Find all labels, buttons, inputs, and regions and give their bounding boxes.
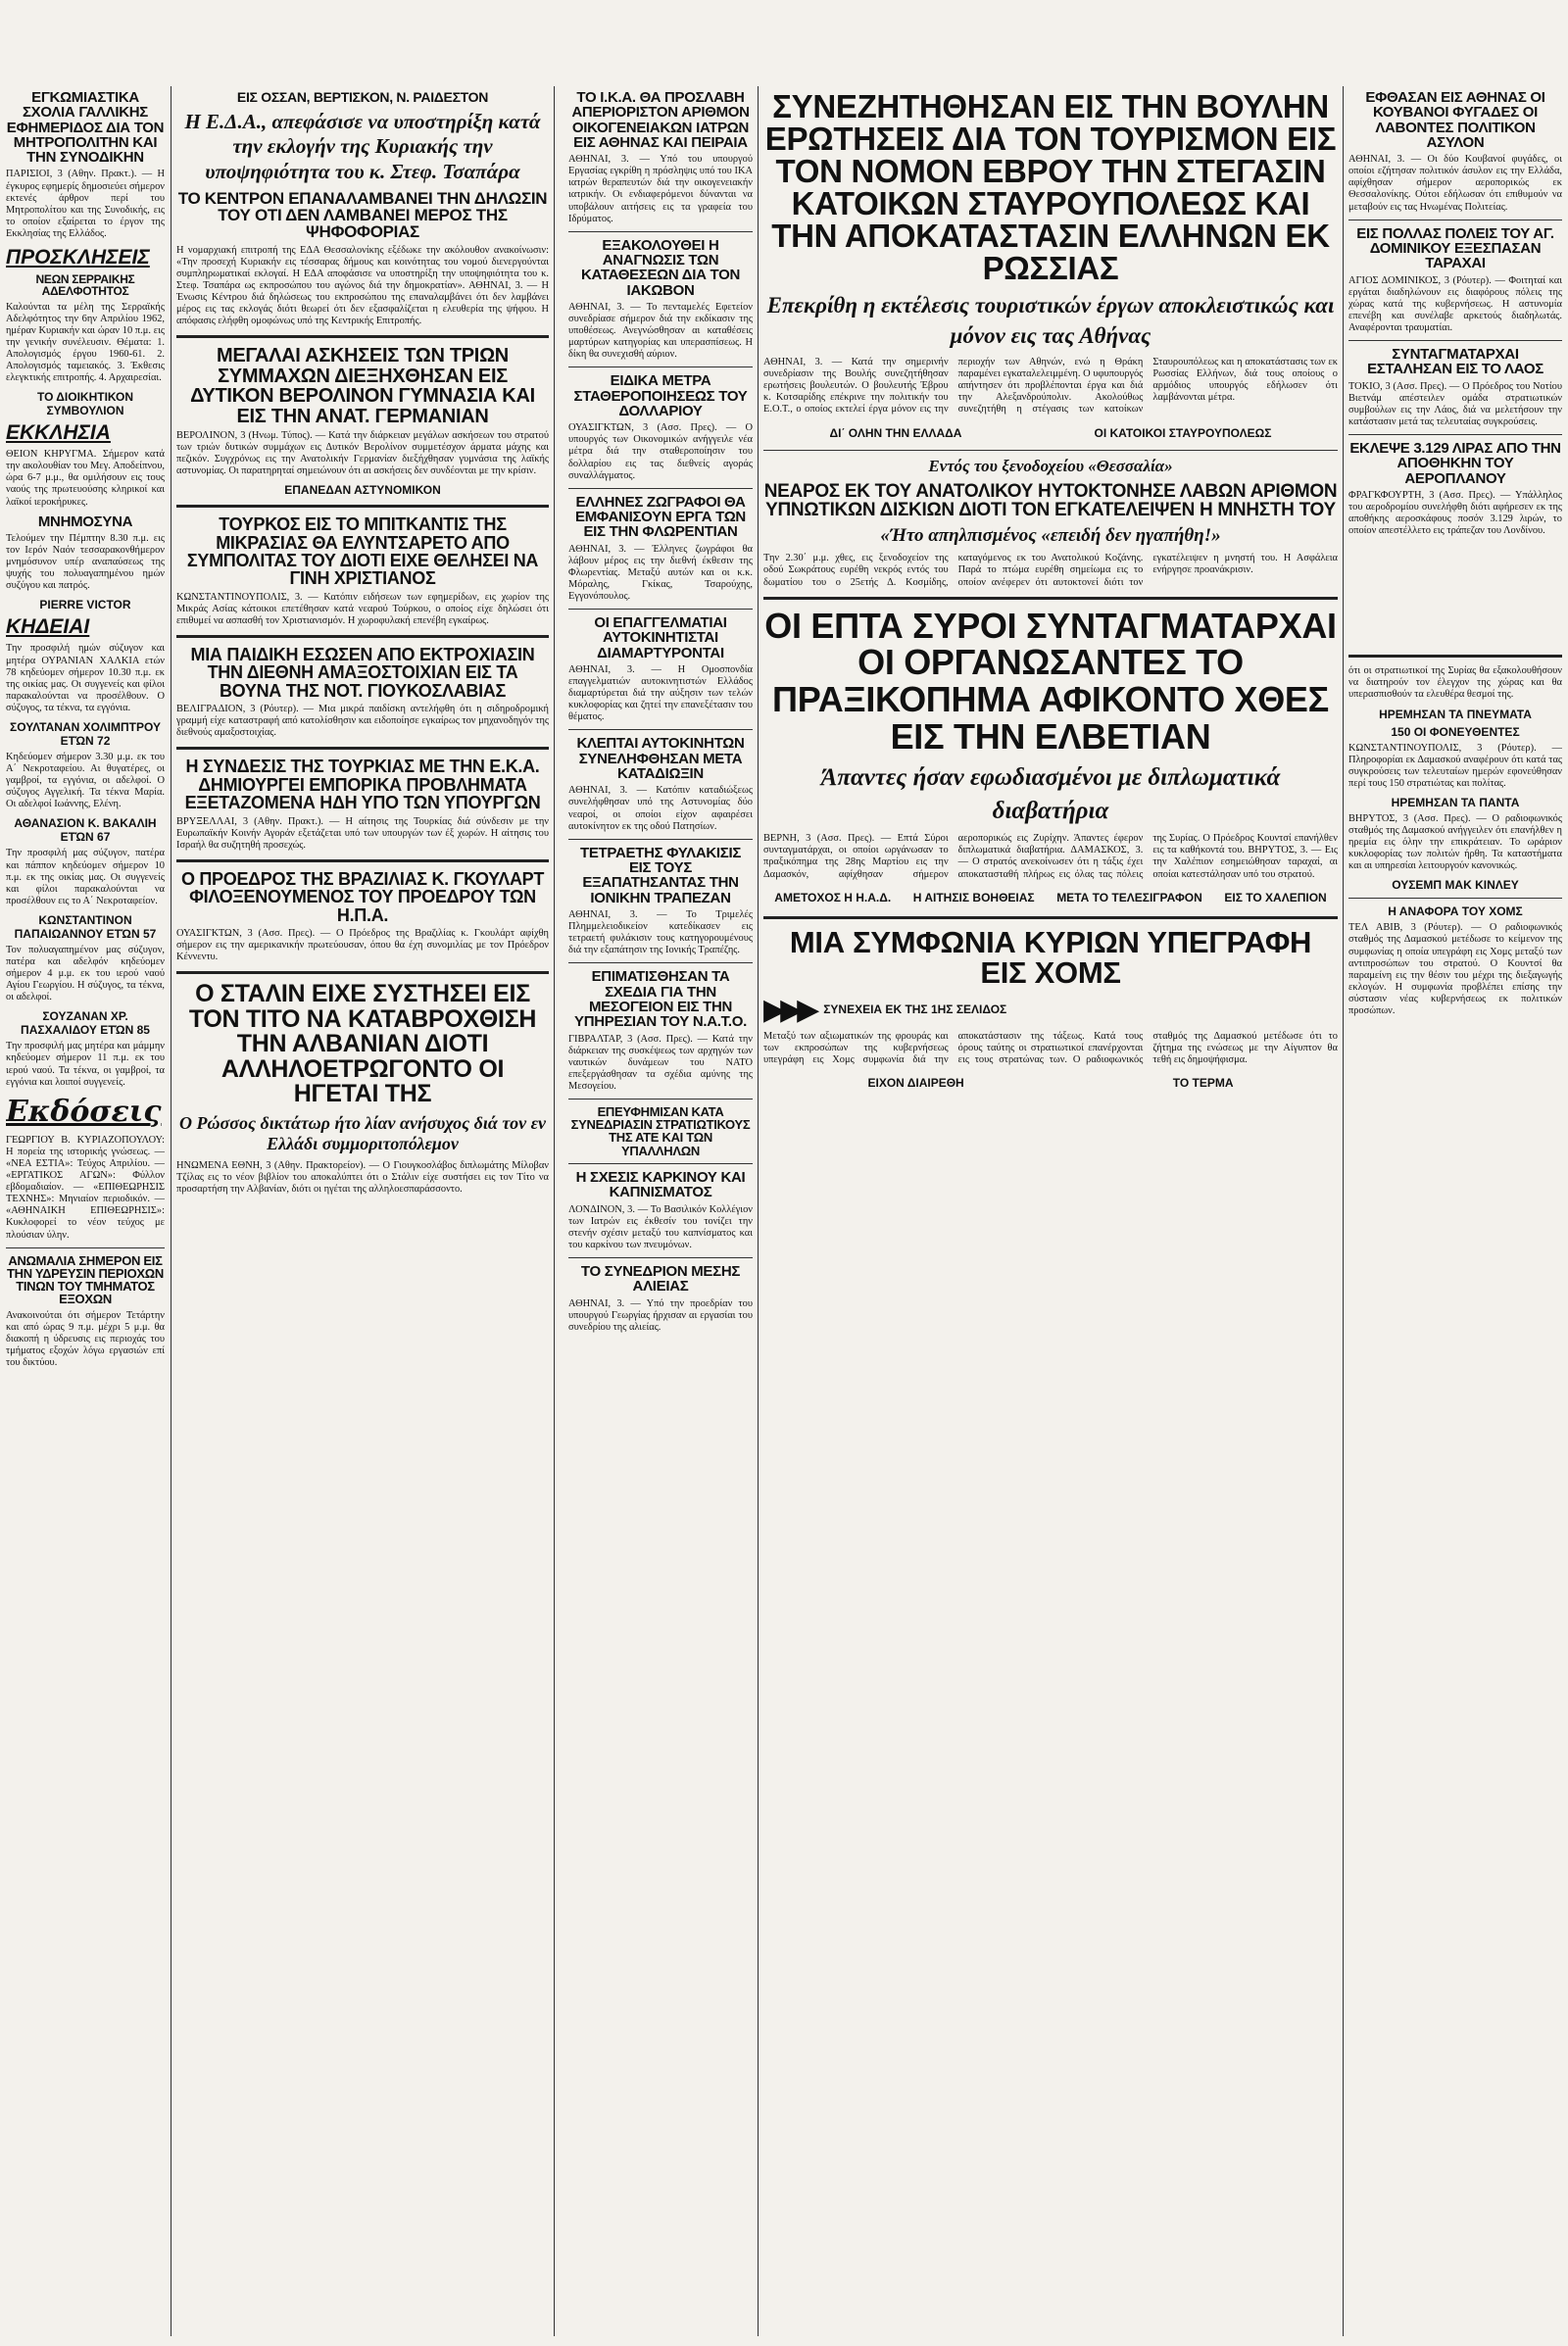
article-text: ΑΘΗΝΑΙ, 3. — Κατόπιν καταδιώξεως συνελήφθησαν υπό της Αστυνομίας δύο νεαροί, οι οποίοι είχον αφαιρέσει αυτοκίνητον εκ της οδού Πατησίων. [568, 785, 753, 832]
article-text: ΑΘΗΝΑΙ, 3. — Το Τριμελές Πλημμελειοδικείον κατεδίκασεν εις τετραετή φυλάκισιν τους κατηγορουμένους διά την εξαπάτησιν της Ιονικής Τραπέζης. [568, 908, 753, 956]
signature: ΟΥΣΕΜΠ ΜΑΚ ΚΙΝΛΕΥ [1392, 878, 1519, 893]
divider [1348, 434, 1562, 435]
article-text: ΓΕΩΡΓΙΟΥ Β. ΚΥΡΙΑΖΟΠΟΥΛΟΥ: Η πορεία της ιστορικής γνώσεως. — «ΝΕΑ ΕΣΤΙΑ»: Τεύχος Απριλίου. — «ΕΡΓΑΤΙΚΟΣ ΑΓΩΝ»: Φύλλον εβδομαδιαίον. — «ΕΠΙΘΕΩΡΗΣΙΣ ΤΕΧΝΗΣ»: Μηνιαίον περιοδικόν. — «ΑΘΗΝΑΙΚΗ ΕΠΙΘΕΩΡΗΣΙΣ»: Κυκλοφορεί το νέον τεύχος με πλούσιαν ύλην. [6, 1134, 165, 1241]
article-text: ότι οι στρατιωτικοί της Συρίας θα εξακολουθήσουν να διατηρούν τον έλεγχον της χώρας και θα υπερασπισθούν τα ελευθέρα θεσμοί της. [1348, 665, 1562, 701]
signature: ΤΟ ΔΙΟΙΚΗΤΙΚΟΝ ΣΥΜΒΟΥΛΙΟΝ [36, 390, 134, 418]
divider [763, 597, 1338, 600]
divider [763, 916, 1338, 919]
article-text: ΒΕΛΙΓΡΑΔΙΟΝ, 3 (Ρόυτερ). — Μια μικρά παιδίσκη αντελήφθη ότι η σιδηροδρομική γραμμή είχε καταστραφή από κατολίσθησιν και ειδοποίησε εγκαίρως τον μηχανοδηγόν της διεθνούς αμαξοστοιχίας. [176, 704, 549, 739]
subheading: ΟΙ ΚΑΤΟΙΚΟΙ ΣΤΑΥΡΟΥΠΟΛΕΩΣ [1094, 425, 1272, 440]
divider [568, 609, 753, 610]
divider [568, 231, 753, 232]
article-text: ΗΝΩΜΕΝΑ ΕΘΝΗ, 3 (Αθην. Πρακτορείον). — Ο Γιουγκοσλάβος διπλωμάτης Μίλοβαν Τζίλας εις το νέον βιβλίον του αποκαλύπτει ότι ο Στάλιν είχε συστήσει εις τον Τίτο να προσαρτήση την Αλβανίαν, διότι οι ηγέται της αλληλοεσπαράσσοντο. [176, 1159, 549, 1195]
subheadline: Ο Ρώσσος δικτάτωρ ήτο λίαν ανήσυχος διά τον εν Ελλάδι συμμοριτοπόλεμον [179, 1112, 546, 1153]
subheading: Η ΑΙΤΗΣΙΣ ΒΟΗΘΕΙΑΣ [912, 890, 1035, 904]
column-rule [758, 86, 759, 2336]
article-text: ΟΥΑΣΙΓΚΤΩΝ, 3 (Ασσ. Πρες). — Ο υπουργός των Οικονομικών ανήγγειλε νέα μέτρα διά την σταθεροποίησιν του δολλαρίου εις τας διεθνείς αγοράς συναλλάγματος. [568, 422, 753, 481]
divider [176, 335, 549, 338]
article-text: ΦΡΑΓΚΦΟΥΡΤΗ, 3 (Ασσ. Πρες). — Υπάλληλος του αεροδρομίου συνελήφθη διότι αφήρεσεν εκ της αποθήκης αεροσκάφους ποσόν 3.129 λιρών, το οποίον απεστέλλετο εις τράπεζαν του Λονδίνου. [1348, 489, 1562, 537]
headline: ΑΝΩΜΑΛΙΑ ΣΗΜΕΡΟΝ ΕΙΣ ΤΗΝ ΥΔΡΕΥΣΙΝ ΠΕΡΙΟΧΩΝ ΤΙΝΩΝ ΤΟΥ ΤΜΗΜΑΤΟΣ ΕΞΟΧΩΝ [7, 1252, 164, 1307]
article-text: ΑΘΗΝΑΙ, 3. — Το πενταμελές Εφετείον συνεδρίασε σήμερον διά την εκδίκασιν της υποθέσεως. Ανεγνώσθησαν αι καταθέσεις μαρτύρων κατηγορίας και υπερασπίσεως. Η δίκη θα συνεχισθή αύριον. [568, 301, 753, 361]
article-text: ΑΓΙΟΣ ΔΟΜΙΝΙΚΟΣ, 3 (Ρόυτερ). — Φοιτηταί και εργάται διαδηλώνουν εις διαφόρους πόλεις της χώρας κατά της κυβερνήσεως. Η αστυνομία επενέβη και συνέλαβε αρκετούς διαδηλωτάς. Αναφέρονται τραυματίαι. [1348, 274, 1562, 333]
article-text: ΒΕΡΟΛΙΝΟΝ, 3 (Ηνωμ. Τύπος). — Κατά την διάρκειαν μεγάλων ασκήσεων του στρατού των τριών δυτικών συμμάχων εις Δυτικόν Βερολίνον συμμετέσχον άρματα μάχης και πεζικόν. Συγχρόνως εις την Ανατολικήν Γερμανίαν διεξήχθησαν γυμνάσια της λαϊκής αστυνομίας. Οι παρατηρηταί σημειώνουν ότι αι ασκήσεις δεν συνδέονται με την κρίσιν. [176, 430, 549, 477]
article-text: ΑΘΗΝΑΙ, 3. — Κατά την σημερινήν συνεδρίασιν της Βουλής συνεζητήθησαν ερωτήσεις βουλευτών. Ο βουλευτής Έβρου κ. Κοτσαρίδης επέκρινε την πολιτικήν του Ε.Ο.Τ., ο οποίος εκτελεί έργα μόνον εις την περιοχήν των Αθηνών, ενώ η Θράκη παραμένει εγκαταλελειμμένη. Ο υφυπουργός απήντησεν ότι προβλέπονται έργα και διά την Αλεξανδρούπολιν. Ακολούθως συνεζητήθη η στέγασις των κατοίκων Σταυρουπόλεως και η αποκατάστασις των εκ Ρωσσίας Ελλήνων, διά τους οποίους ο αρμόδιος υπουργός εδήλωσεν ότι λαμβάνονται μέτρα. [763, 357, 1338, 415]
name-heading: ΣΟΥΛΤΑΝΑΝ ΧΟΛΙΜΠΤΡΟΥ ΕΤΏΝ 72 [10, 719, 161, 748]
headline: ΕΞΑΚΟΛΟΥΘΕΙ Η ΑΝΑΓΝΩΣΙΣ ΤΩΝ ΚΑΤΑΘΕΣΕΩΝ ΔΙΑ ΤΟΝ ΙΑΚΩΒΟΝ [581, 236, 740, 299]
headline: ΣΥΝΤΑΓΜΑΤΑΡΧΑΙ ΕΣΤΑΛΗΣΑΝ ΕΙΣ ΤΟ ΛΑΟΣ [1367, 346, 1544, 378]
continuation-note: ΣΥΝΕΧΕΙΑ ΕΚ ΤΗΣ 1ΗΣ ΣΕΛΙΔΟΣ [823, 1002, 1007, 1017]
article-text: ΚΩΝΣΤΑΝΤΙΝΟΥΠΟΛΙΣ, 3 (Ρόυτερ). — Πληροφορίαι εκ Δαμασκού αναφέρουν ότι κατά τας συγκρούσεις των τελευταίων ημερών εφονεύθησαν περί τους 150 στρατιώτας και πολίτας. [1348, 742, 1562, 789]
section-heading-funerals: ΚΗΔΕΙΑΙ [6, 615, 90, 639]
section-heading-publications: Εκδόσεις [6, 1094, 162, 1129]
divider [1348, 898, 1562, 899]
divider [568, 1257, 753, 1258]
article-text: ΤΟΚΙΟ, 3 (Ασσ. Πρες). — Ο Πρόεδρος του Νοτίου Βιετνάμ απέστειλεν ομάδα στρατιωτικών συμβούλων εις την Λάος, διά να μελετήσουν την κατάστασιν μετά τας τελευταίας συγκρούσεις. [1348, 380, 1562, 427]
divider [176, 505, 549, 508]
subheading: ΤΟ ΤΕΡΜΑ [1172, 1076, 1234, 1091]
headline: ΕΓΚΩΜΙΑΣΤΙΚΑ ΣΧΟΛΙΑ ΓΑΛΛΙΚΗΣ ΕΦΗΜΕΡΙΔΟΣ ΔΙΑ ΤΟΝ ΜΗΤΡΟΠΟΛΙΤΗΝ ΚΑΙ ΤΗΝ ΣΥΝΟΔΙΚΗΝ [6, 89, 165, 167]
subheadline: Άπαντες ήσαν εφωδιασμένοι με διπλωματικά διαβατήρια [820, 763, 1281, 824]
article-text: ΤΕΛ ΑΒΙΒ, 3 (Ρόυτερ). — Ο ραδιοφωνικός σταθμός της Δαμασκού μετέδωσε το κείμενον της συμφωνίας η οποία υπεγράφη εις Χομς μεταξύ των αντιπροσώπων του στρατού. Ο Κουντσί θα παραμείνη εις την θέσιν του μέχρι της διεξαγωγής εκλογών. Η συμφωνία προβλέπει επίσης την σύστασιν νέας κυβερνήσεως εκ πολιτικών προσώπων. [1348, 922, 1562, 1017]
column-foreign [1348, 86, 1562, 1023]
article-text: ΒΗΡΥΤΟΣ, 3 (Ασσ. Πρες). — Ο ραδιοφωνικός σταθμός της Δαμασκού ανήγγειλεν ότι επανήλθεν η ηρεμία εις όλην την επικράτειαν. Το ωράριον κυκλοφορίας των πολιτών ήρθη. Τα καταστήματα και αι υπηρεσίαι λειτουργούν κανονικώς. [1348, 812, 1562, 872]
main-headline: ΟΙ ΕΠΤΑ ΣΥΡΟΙ ΣΥΝΤΑΓΜΑΤΑΡΧΑΙ ΟΙ ΟΡΓΑΝΩΣΑΝΤΕΣ ΤΟ ΠΡΑΞΙΚΟΠΗΜΑ ΑΦΙΚΟΝΤΟ ΧΘΕΣ ΕΙΣ ΤΗΝ ΕΛΒΕΤΙΑΝ [764, 605, 1337, 757]
name-heading: PIERRE VICTOR [39, 598, 131, 612]
article-text: Ανακοινούται ότι σήμερον Τετάρτην και από ώρας 9 π.μ. μέχρι 5 μ.μ. θα διακοπή η ύδρευσις εις περιοχάς του τμήματος εξοχών λόγω εργασιών επί του δικτύου. [6, 1309, 165, 1368]
headline: ΟΙ ΕΠΑΓΓΕΛΜΑΤΙΑΙ ΑΥΤΟΚΙΝΗΤΙΣΤΑΙ ΔΙΑΜΑΡΤΥΡΟΝΤΑΙ [594, 614, 727, 661]
headline: Η ΣΧΕΣΙΣ ΚΑΡΚΙΝΟΥ ΚΑΙ ΚΑΠΝΙΣΜΑΤΟΣ [575, 1168, 746, 1201]
subheadline: Εντός του ξενοδοχείου «Θεσσαλία» [928, 456, 1173, 475]
column-rule [1343, 86, 1344, 2336]
subheading: ΜΕΤΑ ΤΟ ΤΕΛΕΣΙΓΡΑΦΟΝ [1056, 890, 1202, 904]
headline: ΤΟΥΡΚΟΣ ΕΙΣ ΤΟ ΜΠΙΤΚΑΝΤΙΣ ΤΗΣ ΜΙΚΡΑΣΙΑΣ ΘΑ ΕΛΥΝΤΣΑΡΕΤΟ ΑΠΟ ΣΥΜΠΟΛΙΤΑΣ ΤΟΥ ΔΙΟΤΙ ΕΙΧΕ ΘΕΛΗΣΕΙ ΝΑ ΓΙΝΗ ΧΡΙΣΤΙΑΝΟΣ [186, 514, 539, 589]
subheading: ΗΡΕΜΗΣΑΝ ΤΑ ΠΑΝΤΑ [1391, 795, 1520, 809]
headline: ΤΟ ΣΥΝΕΔΡΙΟΝ ΜΕΣΗΣ ΑΛΙΕΙΑΣ [580, 1262, 741, 1295]
article-text: Κηδεύομεν σήμερον 3.30 μ.μ. εκ του Α΄ Νεκροταφείου. Αι θυγατέρες, οι γαμβροί, τα εγγόνια, οι αδελφοί. Ο σύζυγος Αγγελική. Τα τέκνα Μαρία. Οι αδελφοί Ιωάννης, Ελένη. [6, 751, 165, 810]
kicker: ΕΙΣ ΟΣΣΑΝ, ΒΕΡΤΙΣΚΟΝ, Ν. ΡΑΙΔΕΣΤΟΝ [236, 89, 489, 105]
column-briefs [568, 86, 753, 1340]
article-text: Την προσφιλή μας μητέρα και μάμμην κηδεύομεν σήμερον 11 π.μ. εκ του ιερού ναού. Τα τέκνα, οι γαμβροί, τα εγγόνια και λοιποί συγγενείς. [6, 1041, 165, 1088]
column-main-news [763, 86, 1338, 1094]
headline: ΕΛΛΗΝΕΣ ΖΩΓΡΑΦΟΙ ΘΑ ΕΜΦΑΝΙΣΟΥΝ ΕΡΓΑ ΤΩΝ ΕΙΣ ΤΗΝ ΦΛΩΡΕΝΤΙΑΝ [575, 493, 746, 541]
headline: ΜΕΓΑΛΑΙ ΑΣΚΗΣΕΙΣ ΤΩΝ ΤΡΙΩΝ ΣΥΜΜΑΧΩΝ ΔΙΕΞΗΧΘΗΣΑΝ ΕΙΣ ΔΥΤΙΚΟΝ ΒΕΡΟΛΙΝΟΝ ΓΥΜΝΑΣΙΑ ΚΑΙ ΕΙΣ ΤΗΝ ΑΝΑΤ. ΓΕΡΜΑΝΙΑΝ [190, 345, 535, 427]
headline: ΜΙΑ ΠΑΙΔΙΚΗ ΕΣΩΣΕΝ ΑΠΟ ΕΚΤΡΟΧΙΑΣΙΝ ΤΗΝ ΔΙΕΘΝΗ ΑΜΑΞΟΣΤΟΙΧΙΑΝ ΕΙΣ ΤΑ ΒΟΥΝΑ ΤΗΣ ΝΟΤ. ΓΙΟΥΚΟΣΛΑΒΙΑΣ [190, 645, 535, 701]
headline: ΤΕΤΡΑΕΤΗΣ ΦΥΛΑΚΙΣΙΣ ΕΙΣ ΤΟΥΣ ΕΞΑΠΑΤΗΣΑΝΤΑΣ ΤΗΝ ΙΟΝΙΚΗΝ ΤΡΑΠΕΖΑΝ [579, 844, 742, 906]
article-text: ΟΥΑΣΙΓΚΤΩΝ, 3 (Ασσ. Πρες). — Ο Πρόεδρος της Βραζιλίας κ. Γκουλάρτ αφίχθη σήμερον εις την αμερικανικήν πρωτεύουσαν, όπου θα έχη συνομιλίας με τον Πρόεδρον Κέννεντυ. [176, 927, 549, 963]
subheadline: Επεκρίθη η εκτέλεσις τουριστικών έργων αποκλειστικώς και μόνον εις τας Αθήνας [766, 293, 1335, 349]
article-text: Τελούμεν την Πέμπτην 8.30 π.μ. εις τον Ιερόν Ναόν τεσσαρακονθήμερον μνημόσυνον υπέρ αναπαύσεως της ψυχής του πολυαγαπημένου ημών συζύγου και πατρός. [6, 532, 165, 592]
column-rule [171, 86, 172, 2336]
subheading: 150 ΟΙ ΦΟΝΕΥΘΕΝΤΕΣ [1391, 724, 1520, 739]
subheading: ΕΙΧΟΝ ΔΙΑΙΡΕΘΗ [867, 1076, 964, 1091]
headline: ΕΚΛΕΨΕ 3.129 ΛΙΡΑΣ ΑΠΟ ΤΗΝ ΑΠΟΘΗΚΗΝ ΤΟΥ ΑΕΡΟΠΛΑΝΟΥ [1349, 439, 1561, 487]
article-text: Την προσφιλή ημών σύζυγον και μητέρα ΟΥΡΑΝΙΑΝ ΧΑΛΚΙΑ ετών 78 κηδεύομεν σήμερον 10.30 π.μ. εκ της οικίας μας. Οι συγγενείς και φίλοι παρακαλούνται να προσέλθουν. Ο σύζυγος, τα τέκνα, τα εγγόνια. [6, 643, 165, 713]
article-text: Καλούνται τα μέλη της Σερραϊκής Αδελφότητος την 6ην Απριλίου 1962, ημέραν Κυριακήν και ώραν 10 π.μ. εις την γενικήν συνέλευσιν. Θέματα: 1. Απολογισμός έργου 1960-61. 2. Απολογισμός ταμειακός. 3. Έκθεσις ελεγκτικής επιτροπής. 4. Αρχαιρεσίαι. [6, 301, 165, 384]
subheading: ΔΙ΄ ΟΛΗΝ ΤΗΝ ΕΛΛΑΔΑ [829, 425, 962, 440]
article-text: ΒΕΡΝΗ, 3 (Ασσ. Πρες). — Επτά Σύροι συνταγματάρχαι, οι οποίοι ωργάνωσαν το πραξικόπημα της 28ης Μαρτίου εις την Δαμασκόν, αφίχθησαν σήμερον αεροπορικώς εις Ζυρίχην. Άπαντες έφερον διπλωματικά διαβατήρια. ΔΑΜΑΣΚΟΣ, 3. — Ο στρατός ανεκοίνωσεν ότι η τάξις έχει αποκατασταθή πλήρως εις όλας τας πόλεις της Συρίας. Ο Πρόεδρος Κουντσί επανήλθεν εις τα καθήκοντά του. ΒΗΡΥΤΟΣ, 3. — Εις την Χαλέπιον εσημειώθησαν ταραχαί, αι οποίαι κατεστάλησαν υπό του στρατού. [763, 833, 1338, 880]
headline: Ο ΠΡΟΕΔΡΟΣ ΤΗΣ ΒΡΑΖΙΛΙΑΣ Κ. ΓΚΟΥΛΑΡΤ ΦΙΛΟΞΕΝΟΥΜΕΝΟΣ ΤΟΥ ΠΡΟΕΔΡΟΥ ΤΩΝ Η.Π.Α. [180, 868, 545, 925]
divider [568, 962, 753, 963]
article-text: Την προσφιλή μας σύζυγον, πατέρα και πάππον κηδεύομεν σήμερον 10 π.μ. εκ της οικίας μας. Οι συγγενείς και φίλοι παρακαλούνται να προσέλθουν εις το Α΄ Νεκροταφείον. [6, 848, 165, 906]
divider [1348, 655, 1562, 658]
headline: ΕΠΕΥΦΗΜΙΣΑΝ ΚΑΤΑ ΣΥΝΕΔΡΙΑΣΙΝ ΣΤΡΑΤΙΩΤΙΚΟΥΣ ΤΗΣ ΑΤΕ ΚΑΙ ΤΩΝ ΥΠΑΛΛΗΛΩΝ [570, 1103, 751, 1158]
main-headline: ΜΙΑ ΣΥΜΦΩΝΙΑ ΚΥΡΙΩΝ ΥΠΕΓΡΑΦΗ ΕΙΣ ΧΟΜΣ [789, 924, 1312, 991]
subheading: ΑΜΕΤΟΧΟΣ Η Η.Α.Δ. [774, 890, 892, 904]
headline: ΕΙΣ ΠΟΛΛΑΣ ΠΟΛΕΙΣ ΤΟΥ ΑΓ. ΔΟΜΙΝΙΚΟΥ ΕΞΕΣΠΑΣΑΝ ΤΑΡΑΧΑΙ [1356, 224, 1554, 272]
main-headline: ΣΥΝΕΖΗΤΗΘΗΣΑΝ ΕΙΣ ΤΗΝ ΒΟΥΛΗΝ ΕΡΩΤΗΣΕΙΣ ΔΙΑ ΤΟΝ ΤΟΥΡΙΣΜΟΝ ΕΙΣ ΤΟΝ ΝΟΜΟΝ ΕΒΡΟΥ ΤΗΝ ΣΤΕΓΑΣΙΝ ΚΑΤΟΙΚΩΝ ΣΤΑΥΡΟΥΠΟΛΕΩΣ ΚΑΙ ΤΗΝ ΑΠΟΚΑΤΑΣΤΑΣΙΝ ΕΛΛΗΝΩΝ ΕΚ ΡΩΣΣΙΑΣ [764, 88, 1337, 286]
article-text: ΑΘΗΝΑΙ, 3. — Υπό την προεδρίαν του υπουργού Γεωργίας ήρχισαν αι εργασίαι του συνεδρίου της αλιείας. [568, 1297, 753, 1333]
headline: ΤΟ ΚΕΝΤΡΟΝ ΕΠΑΝΑΛΑΜΒΑΝΕΙ ΤΗΝ ΔΗΛΩΣΙΝ ΤΟΥ ΟΤΙ ΔΕΝ ΛΑΜΒΑΝΕΙ ΜΕΡΟΣ ΤΗΣ ΨΗΦΟΦΟΡΙΑΣ [177, 188, 548, 242]
headline: ΚΛΕΠΤΑΙ ΑΥΤΟΚΙΝΗΤΩΝ ΣΥΝΕΛΗΦΘΗΣΑΝ ΜΕΤΑ ΚΑΤΑΔΙΩΞΙΝ [576, 735, 745, 783]
divider [568, 729, 753, 730]
subheadline: «Ήτο απηλπισμένος «επειδή δεν ηγαπήθη!» [880, 525, 1221, 547]
subheadline: Η Ε.Δ.Α., απεφάσισε να υποστηρίξη κατά την εκλογήν της Κυριακής την υποψηφιότητα του κ. Στεφ. Τσαπάρα [184, 110, 541, 183]
subheading: ΕΙΣ ΤΟ ΧΑΛΕΠΙΟΝ [1224, 890, 1327, 904]
article-text: ΠΑΡΙΣΙΟΙ, 3 (Αθην. Πρακτ.). — Η έγκυρος εφημερίς δημοσιεύει σήμερον εκτενές άρθρον περί του Μητροπολίτου και της Συνοδικής, εις το οποίον εξαίρεται το έργον της Εκκλησίας της Ελλάδος. [6, 169, 165, 239]
divider [568, 1163, 753, 1164]
divider [568, 839, 753, 840]
article-text: ΚΩΝΣΤΑΝΤΙΝΟΥΠΟΛΙΣ, 3. — Κατόπιν ειδήσεων των εφημερίδων, εις χωρίον της Μικράς Ασίας κάτοικοι επετέθησαν κατά νεαρού Τούρκου, ο οποίος είχε δηλώσει ότι επιθυμεί να ασπασθή τον Χριστιανισμόν. Η χωροφυλακή επενέβη εγκαίρως. [176, 591, 549, 627]
column-rule [554, 86, 555, 2336]
section-heading-church: ΕΚΚΛΗΣΙΑ [6, 421, 111, 445]
headline: Η ΣΥΝΔΕΣΙΣ ΤΗΣ ΤΟΥΡΚΙΑΣ ΜΕ ΤΗΝ Ε.Κ.Α. ΔΗΜΙΟΥΡΓΕΙ ΕΜΠΟΡΙΚΑ ΠΡΟΒΛΗΜΑΤΑ ΕΞΕΤΑΖΟΜΕΝΑ ΗΔΗ ΥΠΟ ΤΩΝ ΥΠΟΥΡΓΩΝ [184, 757, 541, 813]
headline: ΤΟ Ι.Κ.Α. ΘΑ ΠΡΟΣΛΑΒΗ ΑΠΕΡΙΟΡΙΣΤΟΝ ΑΡΙΘΜΟΝ ΟΙΚΟΓΕΝΕΙΑΚΩΝ ΙΑΤΡΩΝ ΕΙΣ ΑΘΗΝΑΣ ΚΑΙ ΠΕΙΡΑΙΑ [571, 89, 750, 151]
headline: ΕΦΘΑΣΑΝ ΕΙΣ ΑΘΗΝΑΣ ΟΙ ΚΟΥΒΑΝΟΙ ΦΥΓΑΔΕΣ ΟΙ ΛΑΒΟΝΤΕΣ ΠΟΛΙΤΙΚΟΝ ΑΣΥΛΟΝ [1365, 89, 1545, 151]
article-text: ΘΕΙΟΝ ΚΗΡΥΓΜΑ. Σήμερον κατά την ακολουθίαν του Μεγ. Αποδείπνου, ώρα 6-7 μ.μ., θα ομιλήσουν εις τους ναούς της πρωτευούσης κληρικοί και λαϊκοί ιεροκήρυκες. [6, 449, 165, 508]
headline: ΕΙΔΙΚΑ ΜΕΤΡΑ ΣΤΑΘΕΡΟΠΟΙΗΣΕΩΣ ΤΟΥ ΔΟΛΛΑΡΙΟΥ [573, 372, 748, 419]
divider [1348, 340, 1562, 341]
headline: ΜΝΗΜΟΣΥΝΑ [37, 513, 133, 530]
headline: Ο ΣΤΑΛΙΝ ΕΙΧΕ ΣΥΣΤΗΣΕΙ ΕΙΣ ΤΟΝ ΤΙΤΟ ΝΑ ΚΑΤΑΒΡΟΧΘΙΣΗ ΤΗΝ ΑΛΒΑΝΙΑΝ ΔΙΟΤΙ ΑΛΛΗΛΟΕΤΡΩΓΟΝΤΟ ΟΙ ΗΓΕΤΑΙ ΤΗΣ [188, 980, 537, 1108]
article-text: ΓΙΒΡΑΛΤΑΡ, 3 (Ασσ. Πρες). — Κατά την διάρκειαν της συσκέψεως των αρχηγών των ναυτικών δυνάμεων του ΝΑΤΟ επεξεργάσθησαν τα σχέδια αμύνης της Μεσογείου. [568, 1033, 753, 1092]
article-text: ΒΡΥΞΕΛΛΑΙ, 3 (Αθην. Πρακτ.). — Η αίτησις της Τουρκίας διά σύνδεσιν με την Ευρωπαϊκήν Κοινήν Αγοράν εξετάζεται υπό των υπουργών των έξ χωρών. Η αίτησις του Ισραήλ θα συζητηθή προσεχώς. [176, 815, 549, 851]
article-text: ΛΟΝΔΙΝΟΝ, 3. — Το Βασιλικόν Κολλέγιον των Ιατρών εις έκθεσίν του τονίζει την στενήν σχέσιν μεταξύ του καπνίσματος και του καρκίνου των πνευμόνων. [568, 1203, 753, 1250]
column-politics [176, 86, 549, 1201]
article-text: ΑΘΗΝΑΙ, 3. — Οι δύο Κουβανοί φυγάδες, οι οποίοι εζήτησαν πολιτικόν άσυλον εις την Ελλάδα, αφίχθησαν σήμερον αεροπορικώς εκ Θεσσαλονίκης. Ούτοι εδήλωσαν ότι επιθυμούν να μεταβούν εις τας Ηνωμένας Πολιτείας. [1348, 154, 1562, 213]
subheading: ΗΡΕΜΗΣΑΝ ΤΑ ΠΝΕΥΜΑΤΑ [1379, 707, 1532, 721]
divider [763, 450, 1338, 451]
article-text: ΑΘΗΝΑΙ, 3. — Έλληνες ζωγράφοι θα λάβουν μέρος εις την διεθνή έκθεσιν της Φλωρεντίας. Μεταξύ αυτών και οι κ.κ. Μόραλης, Γκίκας, Τσαρούχης, Εγγονόπουλος. [568, 543, 753, 603]
name-heading: ΚΩΝΣΤΑΝΤΙΝΟΝ ΠΑΠΑΙΩΑΝΝΟΥ ΕΤΏΝ 57 [14, 912, 157, 941]
article-text: Η νομαρχιακή επιτροπή της ΕΔΑ Θεσσαλονίκης εξέδωκε την ακόλουθον ανακοίνωσιν: «Την προσεχή Κυριακήν εις τέσσαρας δήμους και κοινότητας του νομού διενεργούνται συμπληρωματικαί εκλογαί. Η ΕΔΑ αποφάσισε να υποστηρίξη την υποψηφιότητα του κ. Στεφ. Τσαπάρα ως εκπροσώπου του αγώνος διά την δημοκρατίαν». ΑΘΗΝΑΙ, 3. — Η Ένωσις Κέντρου διά δηλώσεως του εκπροσώπου της επαναλαμβάνει ότι δεν λαμβάνει μέρος εις τας εκλογάς διότι θεωρεί ότι δεν εξασφαλίζεται η ελευθερία της ψήφου. Η απόφασις ελήφθη ομοφώνως υπό της Κεντρικής Επιτροπής. [176, 244, 549, 327]
divider [176, 747, 549, 750]
headline: ΝΕΩΝ ΣΕΡΡΑΙΚΗΣ ΑΔΕΛΦΟΤΗΤΟΣ [35, 272, 135, 299]
article-text: Μεταξύ των αξιωματικών της φρουράς και των εκπροσώπων της κυβερνήσεως υπεγράφη εις Χομς συμφωνία διά την αποκατάστασιν της τάξεως. Κατά τους όρους ταύτης οι στρατιωτικοί επανέρχονται εις τους στρατώνας των. Ο ραδιοφωνικός σταθμός της Δαμασκού μετέδωσε ότι το ζήτημα της ενώσεως με την Αίγυπτον θα τεθή εις δημοψήφισμα. [763, 1030, 1338, 1066]
headline: ΕΠΙΜΑΤΙΣΘΗΣΑΝ ΤΑ ΣΧΕΔΙΑ ΓΙΑ ΤΗΝ ΜΕΣΟΓΕΙΟΝ ΕΙΣ ΤΗΝ ΥΠΗΡΕΣΙΑΝ ΤΟΥ Ν.Α.Τ.Ο. [574, 968, 747, 1031]
subheading: ΕΠΑΝΕΔΑΝ ΑΣΤΥΝΟΜΙΚΟΝ [284, 483, 441, 498]
divider [6, 1247, 165, 1248]
divider [568, 488, 753, 489]
divider [176, 635, 549, 638]
divider [568, 1099, 753, 1100]
name-heading: ΑΘΑΝΑΣΙΟΝ Κ. ΒΑΚΑΛΙΗ ΕΤΏΝ 67 [14, 816, 157, 845]
article-text: ΑΘΗΝΑΙ, 3. — Η Ομοσπονδία επαγγελματιών αυτοκινητιστών Ελλάδος διαμαρτύρεται διά την αύξησιν των τελών κυκλοφορίας και ζητεί την επανεξέτασιν του θέματος. [568, 664, 753, 723]
arrow-icon: ▶▶▶ [763, 992, 814, 1027]
column-notices [6, 86, 165, 1375]
article-text: ΑΘΗΝΑΙ, 3. — Υπό του υπουργού Εργασίας εγκρίθη η πρόσληψις υπό του ΙΚΑ ιατρών θεραπευτών διά την οικογενειακήν ιατρικήν. Οι ενδιαφερόμενοι δύνανται να υποβάλουν αιτήσεις εις τα γραφεία του Ιδρύματος. [568, 154, 753, 224]
article-text: Τον πολυαγαπημένον μας σύζυγον, πατέρα και αδελφόν κηδεύομεν σήμερον 4 μ.μ. εκ του ιερού ναού Αγίου Γεωργίου. Η σύζυγος, τα τέκνα, οι αδελφοί. [6, 944, 165, 1003]
subheading: Η ΑΝΑΦΟΡΑ ΤΟΥ ΧΟΜΣ [1388, 904, 1523, 919]
divider [176, 859, 549, 862]
name-heading: ΣΟΥΖΑΝΑΝ ΧΡ. ΠΑΣΧΑΛΙΔΟΥ ΕΤΏΝ 85 [21, 1009, 150, 1038]
divider [176, 971, 549, 974]
headline: ΝΕΑΡΟΣ ΕΚ ΤΟΥ ΑΝΑΤΟΛΙΚΟΥ ΗΥΤΟΚΤΟΝΗΣΕ ΛΑΒΩΝ ΑΡΙΘΜΟΝ ΥΠΝΩΤΙΚΩΝ ΔΙΣΚΙΩΝ ΔΙΟΤΙ ΤΟΝ ΕΓΚΑΤΕΛΕΙΨΕΝ Η ΜΝΗΣΤΗ ΤΟΥ [763, 480, 1338, 520]
article-text: Την 2.30΄ μ.μ. χθες, εις ξενοδοχείον της οδού Σωκράτους ευρέθη νεκρός εντός του δωματίου του ο 25ετής Δ. Κοσμίδης, καταγόμενος εκ του Ανατολικού Κοζάνης. Παρά το πτώμα ευρέθη σημείωμα εις το οποίον ανέφερεν ότι αυτοκτονεί διότι τον εγκατέλειψεν η μνηστή του. Η Ασφάλεια ενήργησε προανάκρισιν. [763, 553, 1338, 588]
section-heading-invitations: ΠΡΟΣΚΛΗΣΕΙΣ [6, 246, 150, 269]
